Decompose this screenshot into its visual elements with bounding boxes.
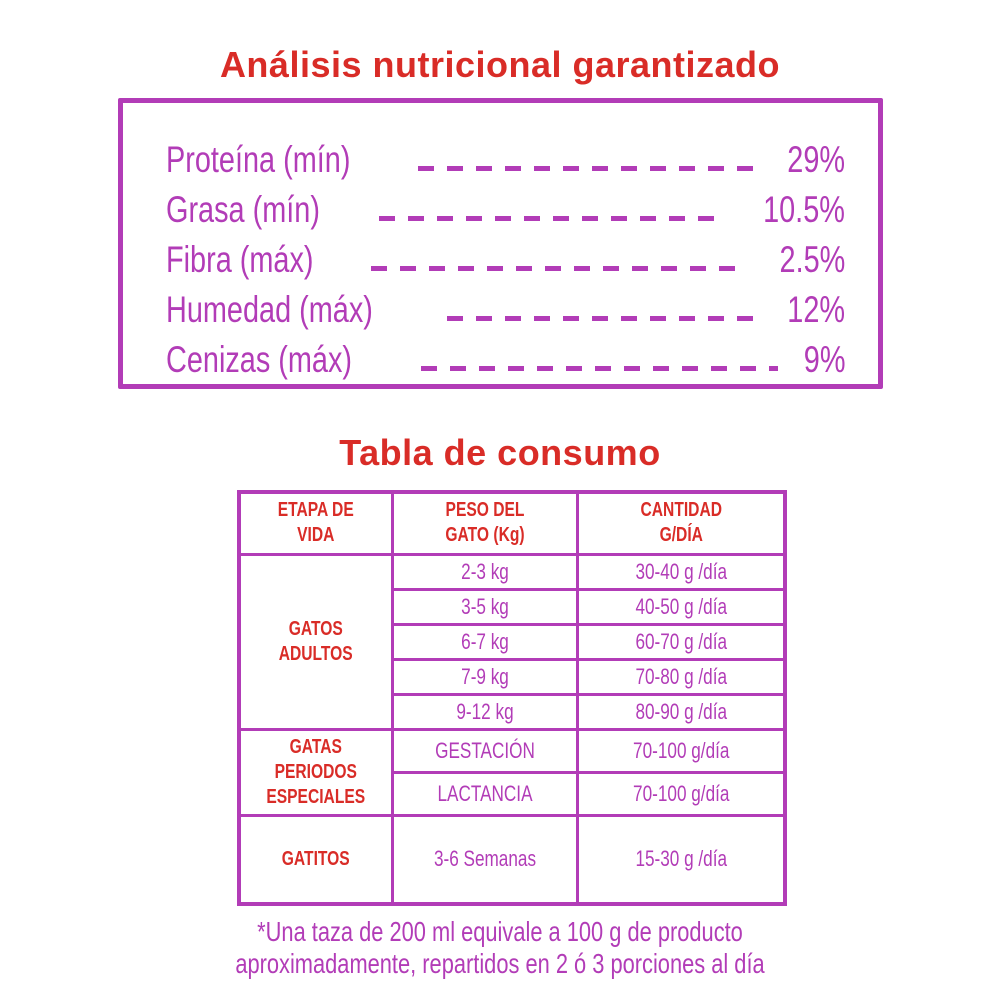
consumption-table (237, 490, 787, 906)
nutrient-value: 9% (803, 339, 845, 380)
nutrient-label: Proteína (mín) (166, 139, 351, 180)
nutrient-row-ash (166, 330, 845, 380)
amount-cell: 70-100 g/día (577, 729, 785, 772)
amount-cell: 40-50 g /día (577, 589, 785, 624)
nutrient-value: 29% (787, 139, 845, 180)
table-row (239, 729, 785, 772)
nutrient-label: Fibra (máx) (166, 239, 314, 280)
table-row (239, 554, 785, 589)
weight-cell: 6-7 kg (392, 624, 577, 659)
table-header-row (239, 492, 785, 554)
header-weight: PESO DEL GATO (Kg) (392, 492, 577, 554)
footnote-line-1: *Una taza de 200 ml equivale a 100 g de producto (257, 916, 743, 947)
header-amount: CANTIDAD G/DÍA (577, 492, 785, 554)
dash-leader (447, 316, 757, 321)
dash-leader (379, 216, 726, 221)
amount-cell: 60-70 g /día (577, 624, 785, 659)
stage-cell-gatitos: GATITOS (239, 815, 392, 904)
serving-footnote (0, 916, 1000, 980)
nutrient-value: 2.5% (779, 239, 845, 280)
weight-cell: GESTACIÓN (392, 729, 577, 772)
amount-cell: 70-80 g /día (577, 659, 785, 694)
nutrient-row-fat (166, 180, 845, 230)
nutrient-label: Grasa (mín) (166, 189, 320, 230)
dash-leader (421, 366, 778, 371)
nutrient-value: 12% (787, 289, 845, 330)
nutrient-value: 10.5% (763, 189, 845, 230)
header-stage: ETAPA DE VIDA (239, 492, 392, 554)
nutrient-row-moisture (166, 280, 845, 330)
footnote-line-2: aproximadamente, repartidos en 2 ó 3 porciones al día (235, 948, 765, 980)
amount-cell: 80-90 g /día (577, 694, 785, 729)
consumption-table-wrap (237, 490, 787, 906)
weight-cell: 3-6 Semanas (392, 815, 577, 904)
weight-cell: 2-3 kg (392, 554, 577, 589)
consumption-title: Tabla de consumo (339, 432, 661, 473)
nutrient-row-protein (166, 130, 845, 180)
weight-cell: 3-5 kg (392, 589, 577, 624)
guaranteed-analysis-title: Análisis nutricional garantizado (219, 44, 781, 85)
nutrient-row-fiber (166, 230, 845, 280)
table-row (239, 815, 785, 904)
nutrient-label: Cenizas (máx) (166, 339, 353, 380)
nutrient-label: Humedad (máx) (166, 289, 373, 330)
dash-leader (371, 266, 747, 271)
weight-cell: 9-12 kg (392, 694, 577, 729)
dash-leader (418, 166, 756, 171)
stage-cell-gatas-especiales: GATAS PERIODOS ESPECIALES (239, 729, 392, 815)
amount-cell: 30-40 g /día (577, 554, 785, 589)
guaranteed-analysis-box (118, 98, 883, 389)
amount-cell: 15-30 g /día (577, 815, 785, 904)
weight-cell: 7-9 kg (392, 659, 577, 694)
stage-cell-gatos-adultos: GATOS ADULTOS (239, 554, 392, 729)
amount-cell: 70-100 g/día (577, 772, 785, 815)
weight-cell: LACTANCIA (392, 772, 577, 815)
